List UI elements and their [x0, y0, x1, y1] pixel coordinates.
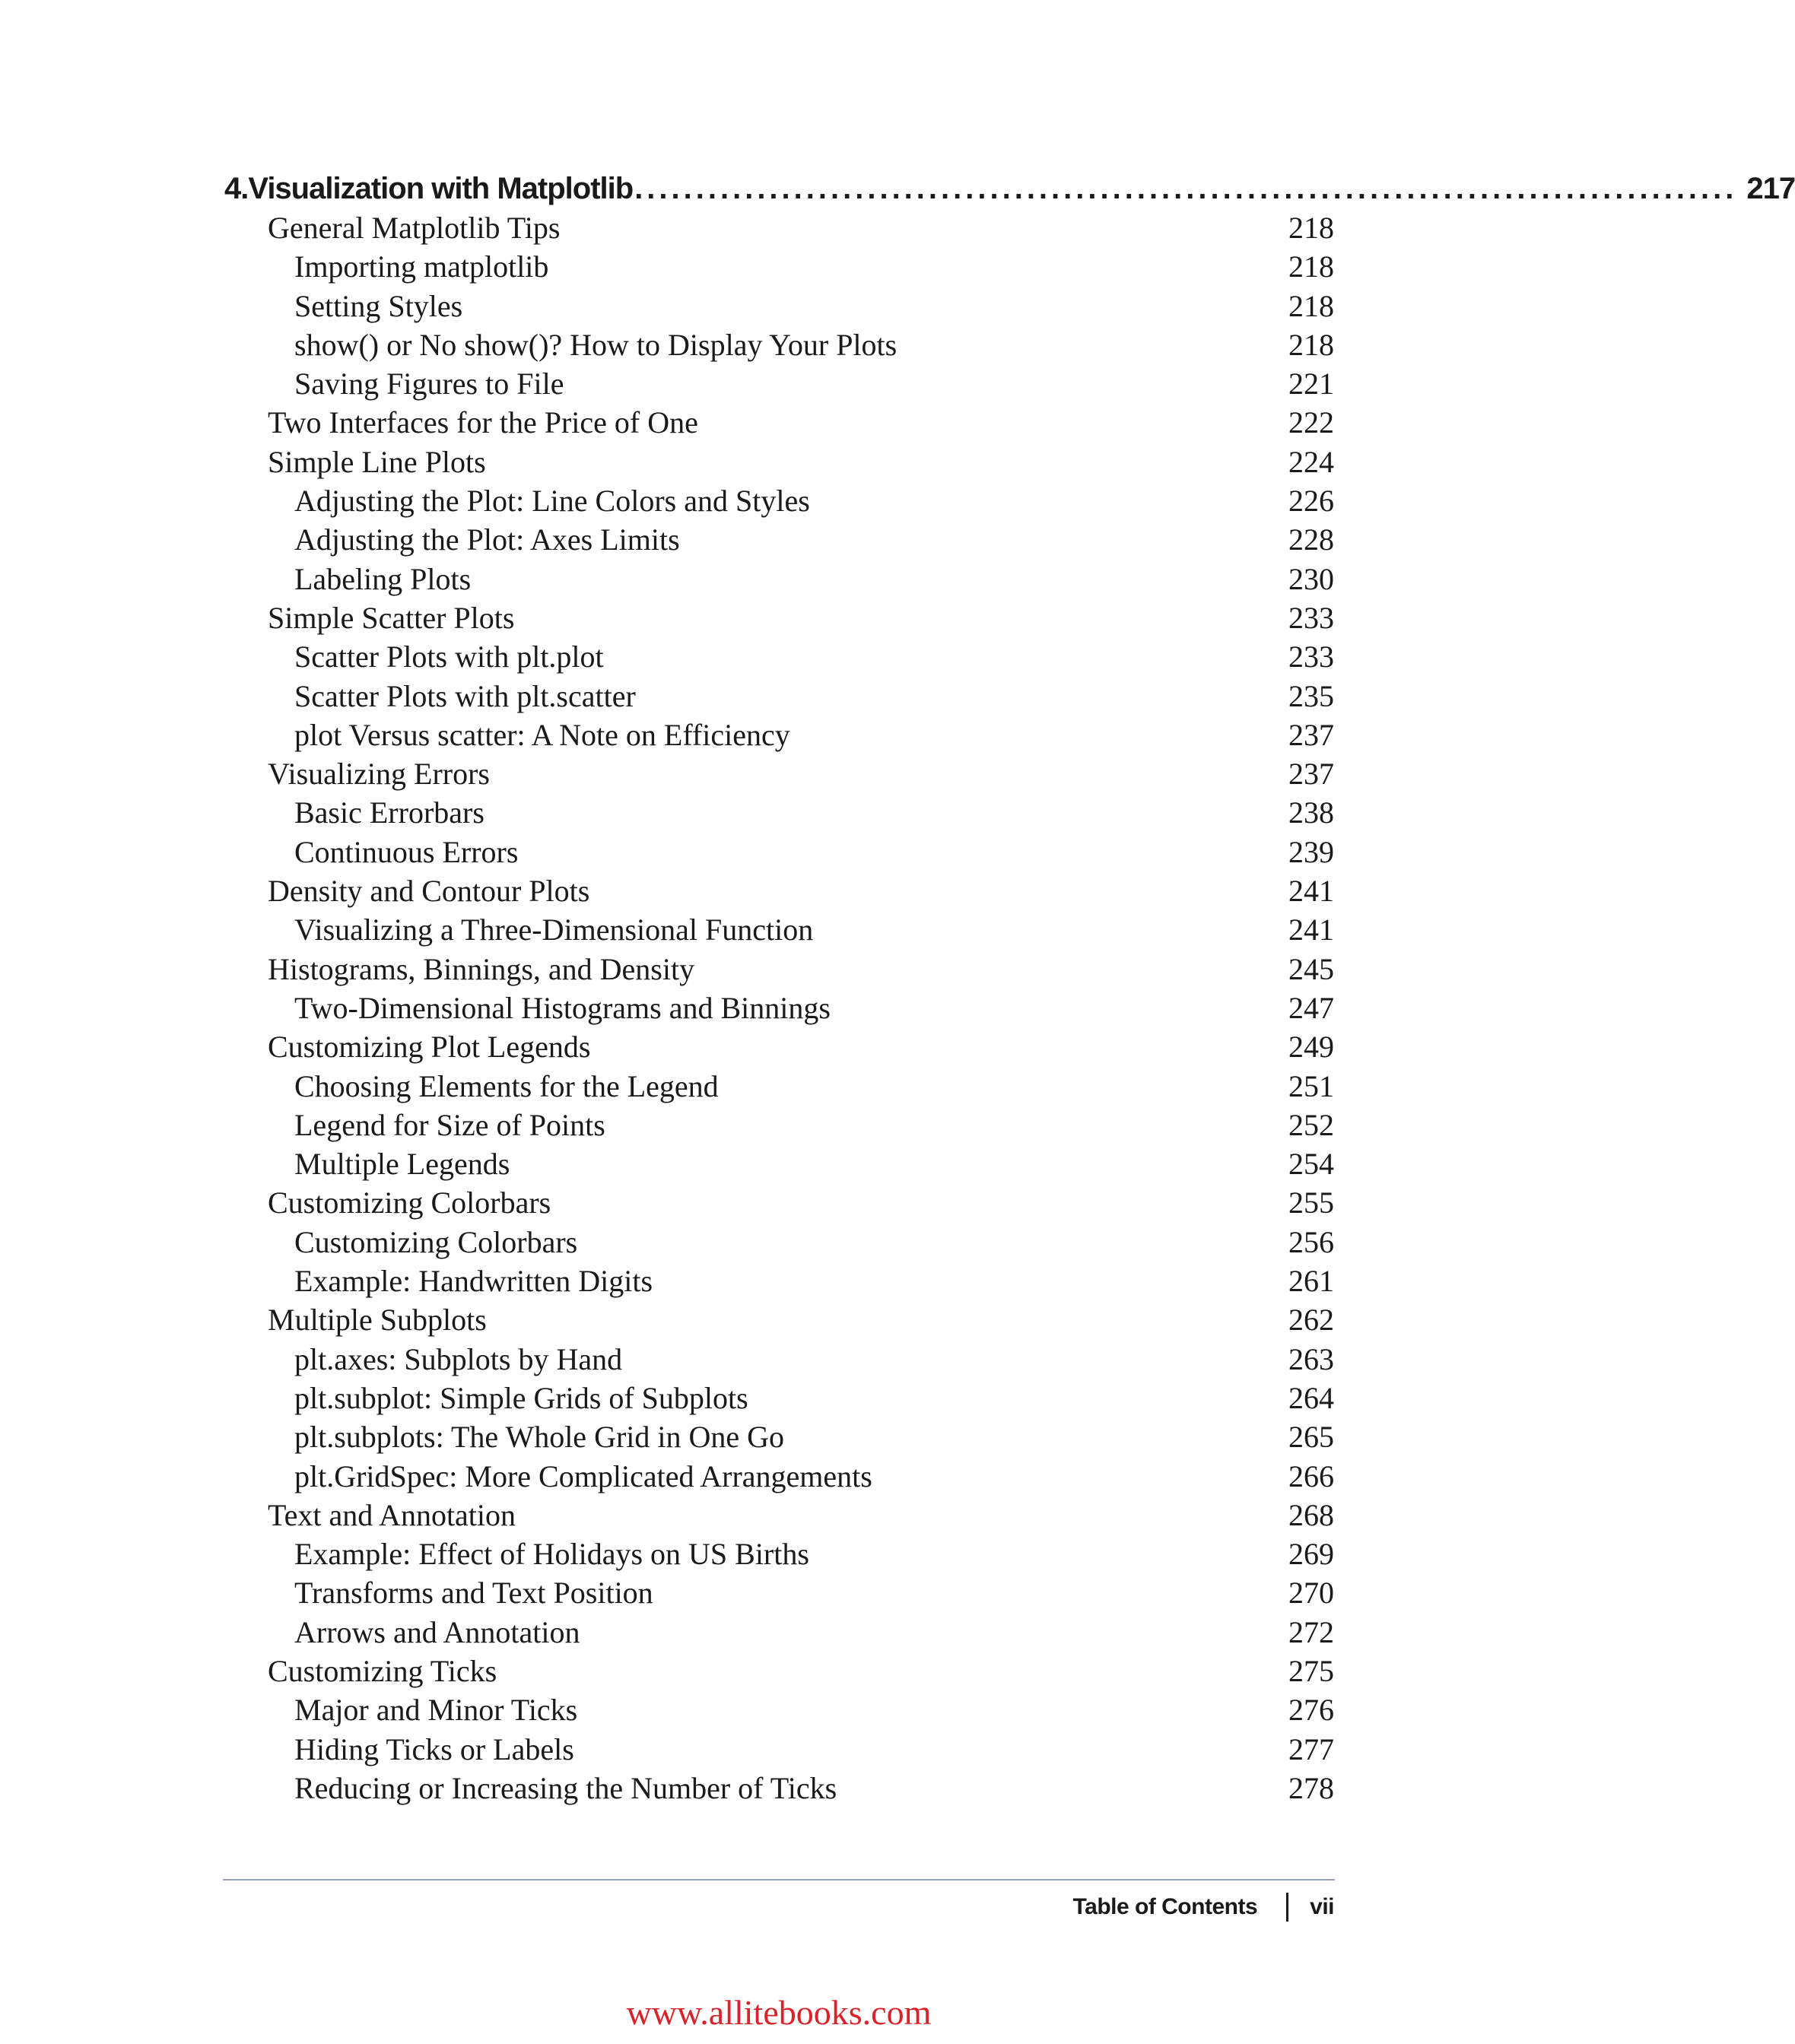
entry-title: plt.subplot: Simple Grids of Subplots: [294, 1380, 748, 1415]
entry-title: Multiple Subplots: [268, 1303, 487, 1338]
entry-page-number: 269: [1288, 1537, 1334, 1572]
entry-title: Example: Handwritten Digits: [294, 1264, 653, 1299]
entry-title: plt.axes: Subplots by Hand: [294, 1341, 623, 1376]
entry-page-number: 265: [1288, 1420, 1334, 1455]
toc-subsection-entry[interactable]: [0, 560, 1558, 598]
entry-page-number: 255: [1288, 1185, 1334, 1220]
toc-section-entry[interactable]: [0, 1652, 1558, 1690]
entry-title: Example: Effect of Holidays on US Births: [294, 1537, 809, 1572]
chapter-title: Visualization with Matplotlib: [248, 172, 634, 205]
entry-title: Customizing Ticks: [268, 1653, 497, 1688]
entry-page-number: 249: [1288, 1030, 1334, 1065]
toc-subsection-entry[interactable]: [0, 287, 1558, 325]
chapter-heading[interactable]: [224, 163, 1795, 214]
entry-title: Scatter Plots with plt.scatter: [294, 678, 636, 713]
toc-subsection-entry[interactable]: [0, 1613, 1558, 1652]
entry-page-number: 263: [1288, 1341, 1334, 1376]
entry-title: Continuous Errors: [294, 834, 519, 869]
footer-divider: [223, 1879, 1335, 1881]
toc-section-entry[interactable]: [0, 208, 1558, 247]
entry-title: Density and Contour Plots: [268, 874, 590, 909]
entry-page-number: 237: [1288, 757, 1334, 792]
entry-page-number: 266: [1288, 1458, 1334, 1493]
toc-subsection-entry[interactable]: [0, 1730, 1558, 1769]
entry-page-number: 254: [1288, 1147, 1334, 1182]
entry-title: plt.GridSpec: More Complicated Arrangements: [294, 1458, 872, 1493]
toc-subsection-entry[interactable]: [0, 833, 1558, 871]
entry-page-number: 230: [1288, 561, 1334, 596]
toc-subsection-entry[interactable]: [0, 364, 1558, 403]
toc-section-entry[interactable]: [0, 443, 1558, 481]
entry-title: Scatter Plots with plt.plot: [294, 640, 604, 674]
dot-leader: ..........................................................................................: [634, 172, 1738, 205]
entry-title: Arrows and Annotation: [294, 1614, 580, 1649]
entry-page-number: 262: [1288, 1303, 1334, 1338]
entry-title: Legend for Size of Points: [294, 1107, 605, 1142]
entry-page-number: 277: [1288, 1731, 1334, 1766]
entry-page-number: 241: [1288, 912, 1334, 947]
toc-subsection-entry[interactable]: [0, 716, 1558, 754]
entry-title: Two-Dimensional Histograms and Binnings: [294, 990, 831, 1025]
entry-title: Labeling Plots: [294, 561, 472, 596]
entry-page-number: 245: [1288, 951, 1334, 986]
entry-page-number: 226: [1288, 484, 1334, 519]
entry-title: Setting Styles: [294, 288, 463, 323]
toc-subsection-entry[interactable]: [0, 989, 1558, 1027]
entry-title: Visualizing Errors: [268, 757, 490, 792]
toc-section-entry[interactable]: [0, 950, 1558, 989]
toc-subsection-entry[interactable]: [0, 1535, 1558, 1573]
entry-page-number: 261: [1288, 1264, 1334, 1299]
entry-page-number: 233: [1288, 640, 1334, 674]
toc-section-entry[interactable]: [0, 403, 1558, 442]
entry-page-number: 239: [1288, 834, 1334, 869]
entry-title: Basic Errorbars: [294, 795, 484, 830]
toc-subsection-entry[interactable]: [0, 1417, 1558, 1456]
entry-title: Transforms and Text Position: [294, 1576, 653, 1611]
footer-separator: [1286, 1893, 1288, 1922]
toc-subsection-entry[interactable]: [0, 1262, 1558, 1300]
entry-title: Customizing Plot Legends: [268, 1030, 591, 1065]
toc-subsection-entry[interactable]: [0, 481, 1558, 520]
entry-title: Text and Annotation: [268, 1497, 516, 1532]
entry-title: Hiding Ticks or Labels: [294, 1731, 574, 1766]
entry-title: Adjusting the Plot: Line Colors and Styles: [294, 484, 810, 519]
toc-section-entry[interactable]: [0, 1027, 1558, 1066]
entry-page-number: 268: [1288, 1497, 1334, 1532]
entry-title: General Matplotlib Tips: [268, 211, 561, 245]
entry-page-number: 222: [1288, 405, 1334, 440]
watermark-link[interactable]: www.allitebooks.com: [626, 1993, 932, 2032]
toc-subsection-entry[interactable]: [0, 1457, 1558, 1496]
entry-page-number: 270: [1288, 1576, 1334, 1611]
entry-page-number: 272: [1288, 1614, 1334, 1649]
entry-title: Saving Figures to File: [294, 367, 564, 402]
entry-title: Major and Minor Ticks: [294, 1693, 578, 1728]
toc-subsection-entry[interactable]: [0, 1067, 1558, 1106]
entry-page-number: 233: [1288, 600, 1334, 635]
toc-subsection-entry[interactable]: [0, 1106, 1558, 1144]
entry-title: Two Interfaces for the Price of One: [268, 405, 698, 440]
entry-page-number: 218: [1288, 288, 1334, 323]
entry-page-number: 235: [1288, 678, 1334, 713]
entry-title: Histograms, Binnings, and Density: [268, 951, 695, 986]
toc-subsection-entry[interactable]: [0, 1223, 1558, 1262]
entry-page-number: 275: [1288, 1653, 1334, 1688]
toc-section-entry[interactable]: [0, 1183, 1558, 1222]
entry-page-number: 247: [1288, 990, 1334, 1025]
toc-subsection-entry[interactable]: [0, 677, 1558, 716]
entry-page-number: 228: [1288, 522, 1334, 557]
page-footer: [1073, 1890, 1334, 1924]
footer-page-number: vii: [1310, 1894, 1334, 1919]
entry-title: Choosing Elements for the Legend: [294, 1068, 719, 1103]
entry-title: Simple Line Plots: [268, 444, 486, 479]
entry-page-number: 238: [1288, 795, 1334, 830]
toc-subsection-entry[interactable]: [0, 1573, 1558, 1612]
chapter-page-number: 217: [1746, 172, 1795, 205]
toc-section-entry[interactable]: [0, 1496, 1558, 1535]
entry-title: Reducing or Increasing the Number of Ticks: [294, 1770, 837, 1805]
entry-page-number: 218: [1288, 249, 1334, 284]
toc-subsection-entry[interactable]: [0, 910, 1558, 949]
entry-page-number: 251: [1288, 1068, 1334, 1103]
entry-title: Adjusting the Plot: Axes Limits: [294, 522, 680, 557]
toc-subsection-entry[interactable]: [0, 520, 1558, 559]
entry-title: plot Versus scatter: A Note on Efficiency: [294, 717, 790, 752]
entry-page-number: 218: [1288, 211, 1334, 245]
footer-section-title: Table of Contents: [1072, 1894, 1258, 1919]
toc-subsection-entry[interactable]: [0, 1144, 1558, 1183]
toc-section-entry[interactable]: [0, 1300, 1558, 1339]
entry-page-number: 264: [1288, 1380, 1334, 1415]
toc-subsection-entry[interactable]: [0, 637, 1558, 676]
toc-subsection-entry[interactable]: [0, 1340, 1558, 1379]
entry-page-number: 278: [1288, 1770, 1334, 1805]
entry-page-number: 221: [1288, 367, 1334, 402]
toc-entry-list: [0, 208, 1558, 1808]
toc-subsection-entry[interactable]: [0, 793, 1558, 832]
entry-title: Customizing Colorbars: [268, 1185, 551, 1220]
entry-page-number: 256: [1288, 1224, 1334, 1259]
entry-page-number: 252: [1288, 1107, 1334, 1142]
toc-section-entry[interactable]: [0, 754, 1558, 793]
entry-page-number: 241: [1288, 874, 1334, 909]
entry-title: Multiple Legends: [294, 1147, 510, 1182]
toc-subsection-entry[interactable]: [0, 1379, 1558, 1417]
entry-title: plt.subplots: The Whole Grid in One Go: [294, 1420, 785, 1455]
toc-subsection-entry[interactable]: [0, 247, 1558, 286]
toc-subsection-entry[interactable]: [0, 1769, 1558, 1808]
entry-title: Visualizing a Three-Dimensional Function: [294, 912, 814, 947]
entry-title: Customizing Colorbars: [294, 1224, 578, 1259]
toc-section-entry[interactable]: [0, 598, 1558, 637]
entry-page-number: 276: [1288, 1693, 1334, 1728]
entry-page-number: 237: [1288, 717, 1334, 752]
entry-title: Importing matplotlib: [294, 249, 549, 284]
chapter-number: 4.: [224, 172, 249, 205]
entry-title: show() or No show()? How to Display Your Plots: [294, 327, 898, 362]
entry-page-number: 224: [1288, 444, 1334, 479]
toc-subsection-entry[interactable]: [0, 1690, 1558, 1729]
toc-section-entry[interactable]: [0, 871, 1558, 910]
toc-subsection-entry[interactable]: [0, 325, 1558, 364]
entry-page-number: 218: [1288, 327, 1334, 362]
entry-title: Simple Scatter Plots: [268, 600, 515, 635]
